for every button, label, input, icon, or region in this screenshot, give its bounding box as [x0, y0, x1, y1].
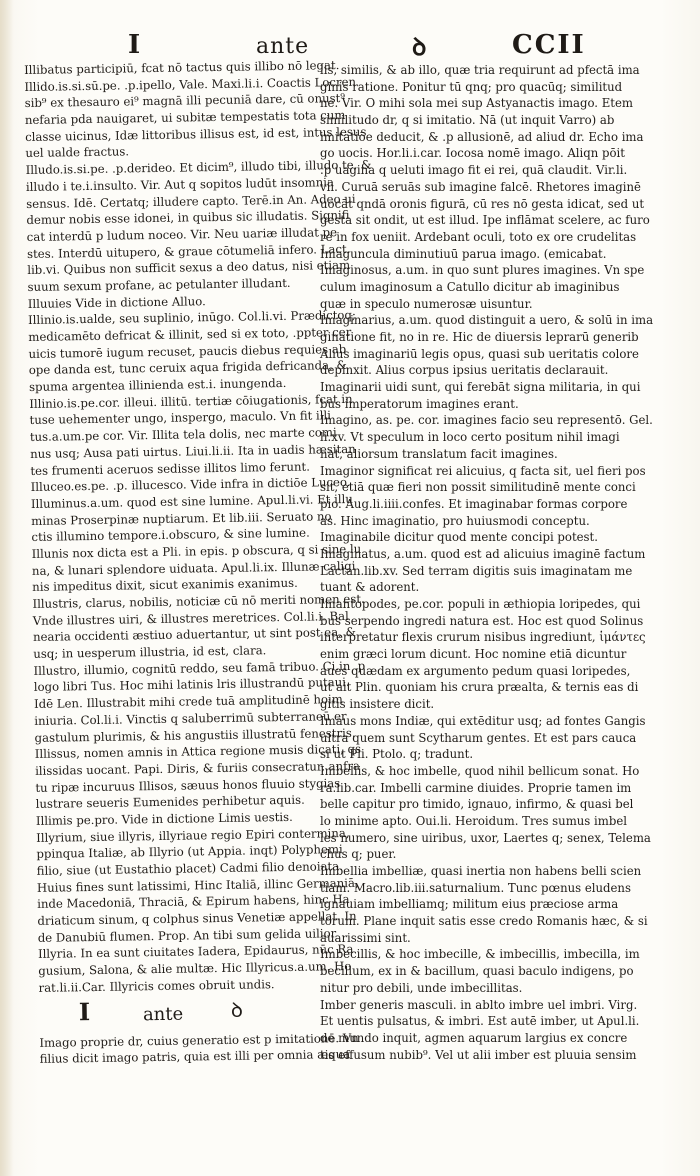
text-line: li.xv. Vt speculum in loco certo positum nihil imagi	[320, 430, 620, 445]
text-line: Vnde illustres uiri, & illustres meretrices. Col.li.i. Bal	[32, 608, 349, 628]
text-line: si ut Pli. Ptolo. q; tradunt.	[320, 747, 474, 762]
text-line: vii. Curuā seruās sub imagine falcē. Rhetores imaginē	[320, 179, 641, 194]
running-head-word: ante	[256, 34, 310, 59]
text-line: filius dicit imago patris, quia est illi per omnia æqua	[39, 1047, 351, 1067]
text-line: .p uagina q ueluti imago fit ei rei, quā claudit. Vir.li.	[320, 163, 628, 178]
text-line: ginis ratione. Ponitur tū qnq; pro quacūq; similitud	[320, 79, 623, 94]
text-line: ultra quem sunt Scytharum gentes. Et est pars cauca	[320, 730, 637, 745]
text-line: imitatiōe deducit, & .p allusionē, ad aliud dr. Echo ima	[320, 129, 644, 144]
section-heading-letters: ꝺ	[230, 997, 244, 1022]
text-line: Imaus mons Indiæ, qui extēditur usq; ad fontes Gangis	[320, 713, 646, 728]
text-line: Imagino, as. pe. cor. imagines facio seu representō. Gel.	[320, 413, 653, 428]
text-line: Imbellis, & hoc imbelle, quod nihil bellicum sonat. Ho	[320, 763, 640, 778]
text-line: gastulum plurimis, & his angustiis illustratū fenestris.	[34, 725, 356, 745]
text-line: logo libri Tus. Hoc mihi latinis lris illustrandū putaui.	[33, 675, 350, 695]
text-line: de Danubiū flumen. Prop. An tibi sum gelida uilior	[37, 925, 337, 945]
text-line: Imaguncula diminutiuū parua imago. (emicabat.	[320, 246, 607, 261]
text-line: uocāt qndā oronis figurā, cū res nō gesta idicat, sed ut	[320, 196, 645, 211]
text-line: Illyrium, siue illyris, illyriaue regio Epiri contermina,	[36, 825, 350, 845]
page-gutter	[0, 0, 14, 1176]
text-line: gesta sit ondit, ut est illud. Ipe inflāmat scelere, ac furo	[320, 213, 650, 228]
text-line: tuant & adorent.	[320, 580, 420, 595]
text-line: Illuuies Vide in dictione Alluo.	[27, 293, 206, 311]
text-line: bus imperatorum imagines erant.	[320, 396, 519, 411]
text-line: usq; in uesperum illustria, id est, clara.	[33, 643, 267, 661]
section-heading-word: ante	[142, 1003, 184, 1025]
text-line: depinxit. Alius corpus ipsius ueritatis declarauit.	[320, 363, 609, 378]
text-line: tis effusum nubib⁹. Vel ut alii imber est pluuia sensim	[320, 1047, 637, 1062]
section-heading	[39, 996, 339, 1035]
text-line: tu ripæ incuruus Illisos, sæuus honos fluuio stygias	[35, 775, 341, 795]
text-line: suum sexum profane, ac petulanter illudant.	[27, 275, 291, 294]
text-line: enim græci lorum dicunt. Hoc nomine etiā dicuntur	[320, 647, 627, 662]
text-line: Imbellia imbelliæ, quasi inertia non habens belli scien	[320, 864, 642, 878]
text-line: sit, etiā quæ fieri non possit similitudinē mente conci	[320, 480, 636, 495]
text-line: bus serpendo ingredi natura est. Hoc est quod Solinus	[320, 613, 644, 628]
text-line: Illissus, nomen amnis in Attica regione musis dicati, qs	[34, 741, 362, 762]
right-column	[320, 62, 654, 1063]
text-line: lo minime apto. Oui.li. Heroidum. Tres sumus imbel	[320, 813, 627, 828]
text-line: Illibatus participiū, fcat nō tactus quis illibo nō legat.	[24, 58, 340, 77]
text-line: Illustris, clarus, nobilis, noticiæ cū nō meriti nomen est.	[32, 591, 365, 611]
text-line: ignauiam imbelliamq; militum eius præciose arma	[320, 897, 619, 912]
text-line: Illuminus.a.um. quod est sine lumine. Apul.li.vi. Et illu	[30, 491, 353, 511]
text-line: uel ualde fractus.	[25, 144, 130, 161]
folio-number: CCII	[512, 30, 586, 60]
text-line: cat interdū p ludum noceo. Vir. Neu uariæ illudat pe	[26, 224, 338, 244]
text-line: Illustro, illumio, cognitū reddo, seu famā tribuo. Ci.in .p	[33, 658, 366, 678]
text-line: Et uentis pulsatus, & imbri. Est autē imber, ut Apul.li.	[320, 1014, 640, 1029]
text-line: de mundo inquit, agmen aquarum largius ex concre	[320, 1030, 628, 1045]
text-line: rat.li.ii.Car. Illyricis comes obruit undis.	[38, 976, 275, 995]
text-line: similitudo dr, q si imitatio. Nā (ut inquit Varro) ab	[320, 113, 615, 128]
text-line: tus.a.um.pe cor. Vir. Illita tela dolis, nec marte comi	[29, 425, 337, 445]
text-line: torum. Plane inquit satis esse credo Romanis hæc, & si	[320, 914, 648, 929]
text-line: ut ait Plin. quoniam his crura præalta, & ternis eas di	[320, 680, 639, 695]
text-line: Illuceo.es.pe. .p. illucesco. Vide infra in dictiōe Luceo.	[30, 475, 351, 495]
text-line: auarissimi sint.	[320, 930, 411, 945]
text-line: na, & lunari splendore uiduata. Apul.li.ix. Illunæ caligi	[31, 558, 356, 578]
text-line: ppinqua Italiæ, ab Illyrio (ut Appia. inqt) Polyphemi	[36, 842, 343, 862]
text-line: quæ in speculo numerosæ uisuntur.	[320, 296, 533, 311]
text-line: Illyria. In ea sunt ciuitates Iadera, Epidaurus, nūc Ra	[37, 942, 354, 962]
text-line: Huius fines sunt latissimi, Hinc Italiā, illinc Germaniā,	[36, 875, 359, 895]
text-line: classe uicinus, Idæ littoribus illisus est, id est, intus lesus	[25, 124, 367, 144]
text-line: go uocis. Hor.li.i.car. Iocosa nomē imago. Aliqn pōit	[320, 146, 625, 161]
text-line: Illunis nox dicta est a Pli. in epis. p obscura, q si sine lu	[31, 541, 362, 561]
text-line: Imbecillis, & hoc imbecille, & imbecillis, imbecilla, im	[320, 947, 640, 962]
text-line: iniuria. Col.li.i. Vinctis q saluberrimū subterraneū er	[34, 708, 347, 728]
text-line: gusium, Salona, & alie multæ. Hic Illyricus.a.um. Ho	[38, 959, 352, 979]
text-line: Imaginarii uidi sunt, qui ferebāt signa militaria, in qui	[320, 380, 641, 395]
text-line: culum imaginosum a Catullo dicitur ab imaginibus	[320, 279, 620, 294]
text-line: inde Macedoniā, Thraciā, & Epirum habens, hinc Ha	[37, 892, 350, 912]
text-line: minas Proserpinæ nuptiarum. Et lib.iii. Seruato no	[31, 508, 332, 528]
text-line: Imaginarius, a.um. quod distinguit a uero, & solū in ima	[320, 313, 654, 328]
text-line: nis impeditus dixit, sicut exanimis exanimus.	[32, 576, 298, 595]
text-line: driaticum sinum, q colphus sinus Venetiæ appellat. In	[37, 908, 357, 928]
text-line: chus q; puer.	[320, 847, 397, 862]
text-line: becillum, ex in & bacillum, quasi baculo indigens, po	[320, 964, 634, 979]
text-line: nat, aliorsum translatum facit imagines.	[320, 446, 558, 461]
text-line: nefaria pda nauigaret, ui subitæ tempestatis tota cum	[24, 108, 346, 128]
text-line: Imaginor significat rei alicuius, q facta sit, uel fieri pos	[320, 463, 646, 478]
text-line: nus usq; Ausa pati uirtus. Liui.li.ii. Ita in uadis hæsitan	[30, 441, 356, 461]
text-line: Illinio.is.ualde, seu suplinio, inūgo. Col.li.vi. Prædictoq;	[27, 308, 356, 328]
running-head-letters: ꝺ	[412, 32, 428, 61]
text-line: Illido.is.si.sū.pe. .p.ipello, Vale. Maxi.li.i. Coactis Locren	[24, 74, 357, 94]
text-line: ne. Vir. O mihi sola mei sup Astyanactis imago. Etem	[320, 96, 633, 111]
running-head-letter: I	[128, 30, 142, 60]
text-line: interpretatur flexis crurum nisibus ingrediunt, ἱμάντες	[320, 630, 646, 645]
text-line: uicis tumorē iugum recuset, paucis diebus requies ab	[28, 341, 347, 361]
text-line: stes. Interdū uitupero, & graue cōtumeliā infero. Lact.	[26, 241, 351, 261]
text-line: medicamēto defricat & illinit, sed si ex toto, .ppter cer	[28, 324, 352, 344]
text-line: pio. Aug.li.iiii.confes. Et imaginabar formas corpore	[320, 496, 628, 511]
text-line: Imago proprie dr, cuius generatio est p imitationē. Vn	[39, 1030, 359, 1050]
text-line: lis, similis, & ab illo, quæ tria requirunt ad pfectā ima	[320, 63, 640, 77]
text-line: lib.vi. Quibus non sufficit sexus a deo datus, nisi etiam	[27, 258, 351, 278]
text-line: spuma argentea illinienda est.i. inungenda.	[28, 375, 287, 395]
text-line: re in fox ueniit. Ardebant oculi, toto ex ore crudelitas	[320, 229, 637, 244]
text-line: tuse uehementer ungo, inspergo, maculo. Vn fit illi	[29, 408, 332, 428]
text-line: ginatione fit, no in re. Hic de diuersis leprarū generib	[320, 330, 639, 344]
text-line: filio, siue (ut Eustathio placet) Cadmi filio denoiata.	[36, 859, 343, 878]
text-line: lustrare seueris Eumenides perhibetur aquis.	[35, 792, 305, 812]
text-line: belle capitur pro timido, ignauo, infirmo, & quasi bel	[320, 797, 634, 812]
text-line: sib⁹ ex thesauro ei⁹ magnā illi pecuniā dare, cū onust⁹	[24, 91, 346, 111]
text-line: Illimis pe.pro. Vide in dictione Limis uestis.	[35, 809, 293, 828]
text-line: les numero, sine uiribus, uxor, Laertes q; senex, Telema	[320, 830, 651, 845]
text-line: tiam. Macro.lib.iii.saturnalium. Tunc pœnus eludens	[320, 880, 631, 895]
text-line: aues quædam ex argumento pedum quasi loripedes,	[320, 663, 631, 678]
text-line: demur nobis esse idonei, in quibus sic illudatis. Signifi	[26, 208, 350, 228]
text-line: Idē Len. Illustrabit mihi crede tuā amplitudinē hoim	[33, 692, 343, 712]
text-line: Alius imaginariū legis opus, quasi sub ueritatis colore	[320, 346, 639, 361]
section-heading-letter: I	[78, 996, 91, 1026]
text-line: tes frumenti aceruos sedisse illitos limo ferunt.	[30, 459, 311, 478]
text-line: ope danda est, tunc ceruix aqua frigida defricanda, &	[28, 358, 347, 378]
text-line: Imber generis masculi. in ablto imbre uel imbri. Virg.	[320, 997, 638, 1012]
text-line: ctis illumino tempore.i.obscuro, & sine lumine.	[31, 525, 310, 545]
text-line: illudo i te.i.insulto. Vir. Aut q sopitos ludūt insomnia	[25, 174, 335, 194]
text-line: Imaginatus, a.um. quod est ad alicuius imaginē factum	[320, 546, 646, 561]
text-line: Imaginabile dicitur quod mente concipi potest.	[320, 530, 598, 545]
text-line: Illudo.is.si.pe. .p.derideo. Et dicim⁹, illudo tibi, illudo te, &	[25, 157, 372, 178]
text-line: Imantopodes, pe.cor. populi in æthiopia loripedes, qui	[320, 597, 641, 611]
text-line: ilissidas uocant. Papi. Diris, & furiis consecratur, anfra	[35, 758, 361, 778]
text-line: gitis insistere dicit.	[320, 697, 435, 712]
text-line: nitur pro debili, unde imbecillitas.	[320, 980, 523, 995]
text-line: sensus. Idē. Certatq; illudere capto. Terē.in An. Adeo ui	[26, 191, 356, 211]
text-line: nearia occidenti æstiuo aduertantur, ut sint post ea, &	[32, 625, 357, 645]
text-line: Illinio.is.pe.cor. illeui. illitū. tertiæ cōiugationis, fcat in	[29, 391, 353, 411]
text-line: Lactan.lib.xv. Sed terram digitis suis imaginatam me	[320, 563, 633, 578]
text-line: Imaginosus, a.um. in quo sunt plures imagines. Vn spe	[320, 263, 645, 278]
text-line: ra.lib.car. Imbelli carmine diuides. Proprie tamen im	[320, 780, 632, 795]
text-line: as. Hinc imaginatio, pro huiusmodi conceptu.	[320, 513, 590, 528]
